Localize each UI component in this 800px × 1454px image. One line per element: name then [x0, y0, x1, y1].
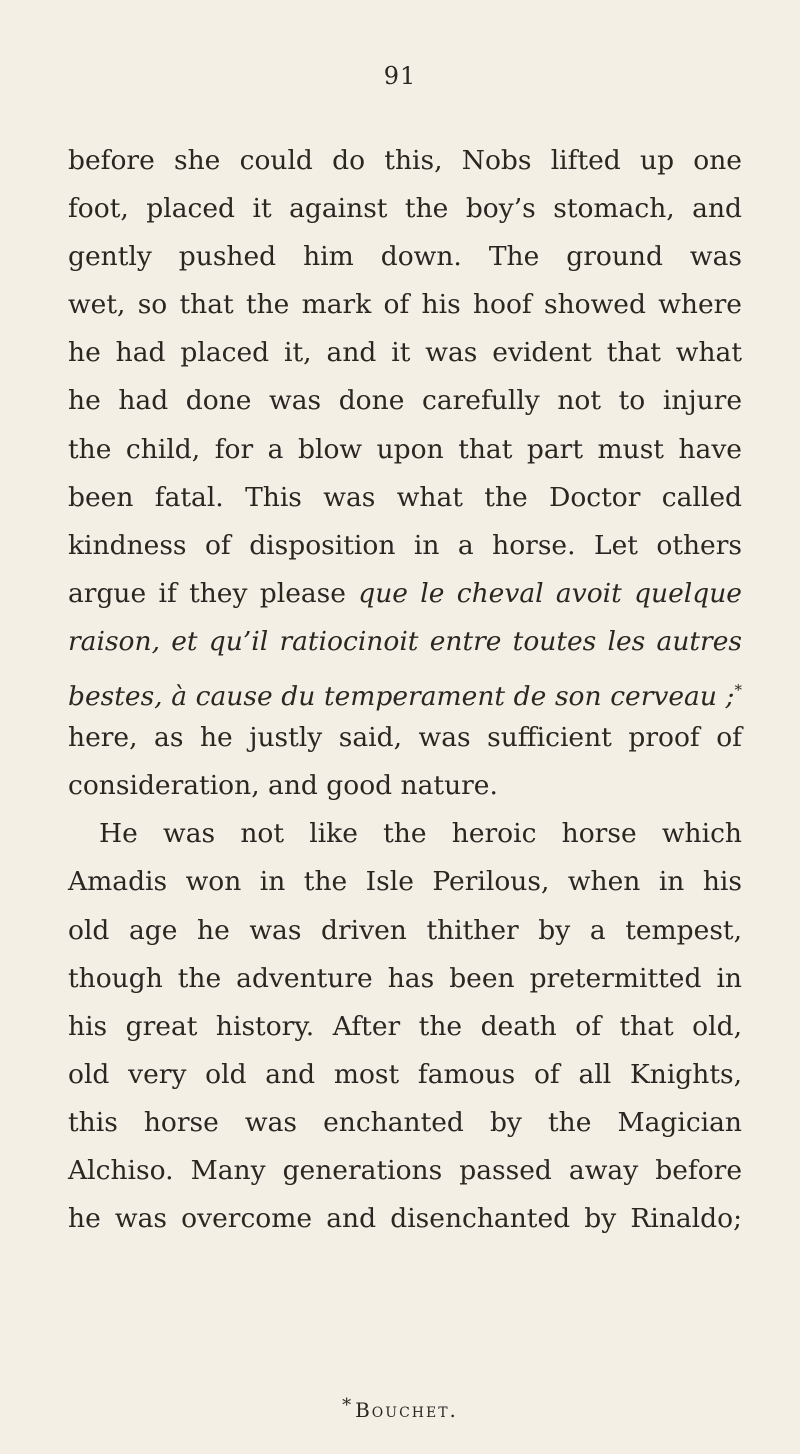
text-line: gently pushed him down. The ground was — [68, 241, 742, 273]
footnote-text: Bouchet. — [355, 1398, 458, 1422]
text-line: his great history. After the death of that old, — [68, 1010, 742, 1042]
italic-segment: bestes, à cause du temperament de son cerveau ; — [68, 680, 735, 712]
text-line: the child, for a blow upon that part must have — [68, 433, 742, 465]
text-line: consideration, and good nature. — [68, 770, 498, 802]
roman-segment: argue if they please — [68, 577, 346, 609]
text-line: old age he was driven thither by a tempest, — [68, 914, 742, 946]
text-line: old very old and most famous of all Knights, — [68, 1058, 742, 1090]
text-line: foot, placed it against the boy’s stomach, and — [68, 193, 742, 225]
text-line: here, as he justly said, was sufficient proof of — [68, 722, 742, 754]
footnote-reference: * — [734, 681, 742, 700]
text-line: been fatal. This was what the Doctor called — [68, 481, 742, 513]
text-line: wet, so that the mark of his hoof showed where — [68, 289, 742, 321]
text-line: he had placed it, and it was evident that what — [68, 337, 742, 369]
text-line: though the adventure has been pretermitted in — [68, 962, 742, 994]
footnote-mark: * — [342, 1395, 352, 1416]
text-line: Amadis won in the Isle Perilous, when in his — [68, 866, 742, 898]
text-line: he had done was done carefully not to injure — [68, 385, 742, 417]
text-line-italic — [68, 627, 742, 675]
text-line: he was overcome and disenchanted by Rinaldo; — [68, 1203, 742, 1235]
footnote — [0, 1395, 800, 1422]
italic-segment: raison, et qu’il ratiocinoit entre toutes les autres — [68, 625, 742, 657]
italic-segment: que le cheval avoit quelque — [358, 577, 742, 609]
text-line-italic — [68, 675, 742, 723]
text-line: Alchiso. Many generations passed away before — [68, 1154, 742, 1186]
text-line: before she could do this, Nobs lifted up one — [68, 145, 742, 176]
text-line-mixed — [68, 579, 742, 627]
text-line: this horse was enchanted by the Magician — [68, 1106, 742, 1138]
text-line: kindness of disposition in a horse. Let others — [68, 529, 742, 561]
page-number: 91 — [383, 62, 417, 90]
text-line-indented: He was not like the heroic horse which — [99, 818, 742, 850]
body-text — [68, 146, 742, 1252]
